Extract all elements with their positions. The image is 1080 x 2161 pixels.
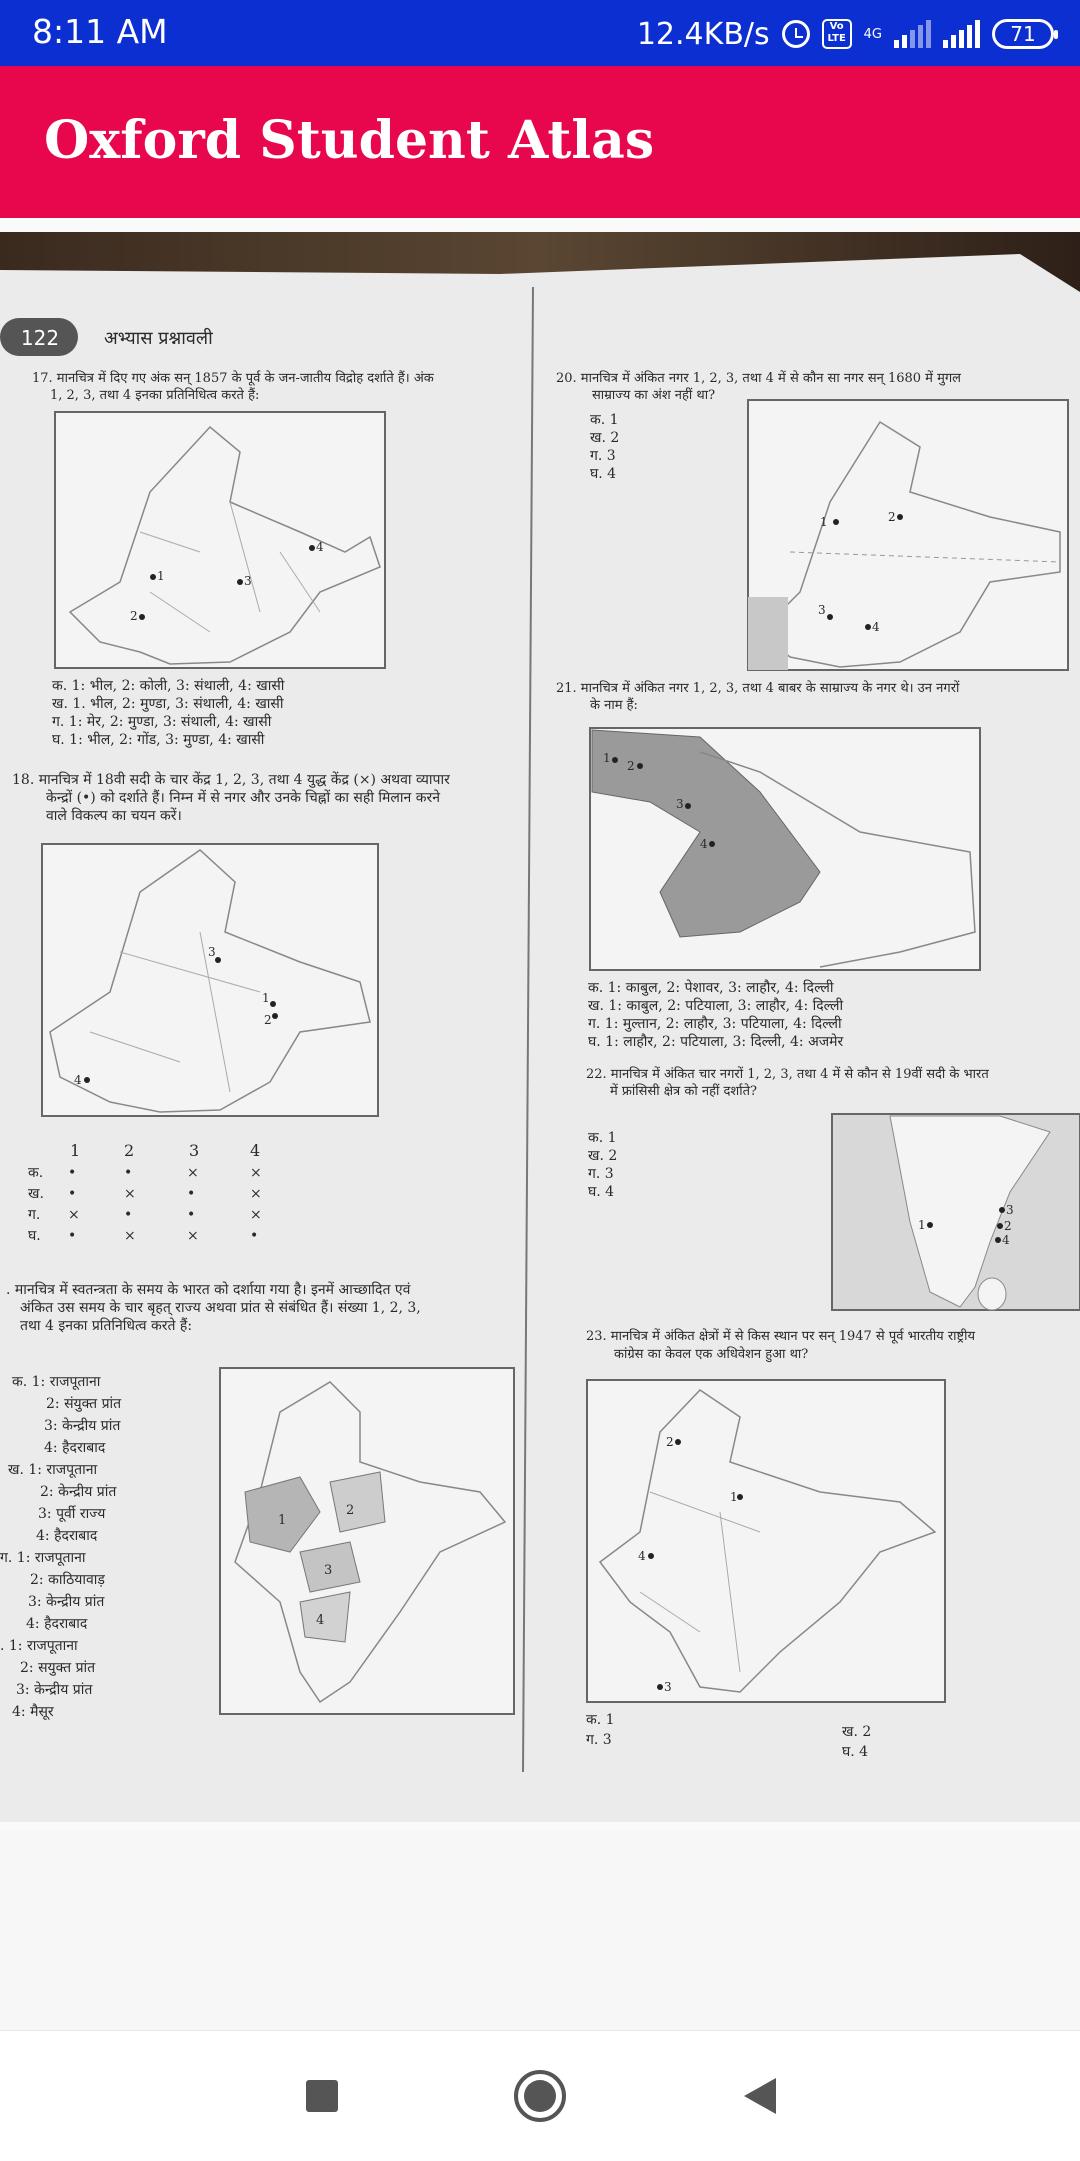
svg-text:2: 2: [346, 1503, 355, 1518]
q18-mark: ×: [68, 1207, 80, 1223]
q23-option: क. 1: [586, 1712, 615, 1728]
svg-text:3: 3: [1006, 1203, 1014, 1217]
q20-option: घ. 4: [590, 466, 617, 482]
q20-map: [748, 400, 1068, 670]
navigation-bar: [0, 2030, 1080, 2161]
q18-mark: •: [68, 1228, 77, 1244]
svg-text:4: 4: [1002, 1233, 1010, 1247]
page-heading: अभ्यास प्रश्नावली: [104, 328, 213, 349]
q17-option-1: क. 1: भील, 2: कोली, 3: संथाली, 4: खासी: [52, 678, 285, 694]
svg-text:1: 1: [262, 991, 270, 1005]
q18-mark: ×: [250, 1165, 262, 1181]
q19-option: क. 1: राजपूताना: [12, 1374, 101, 1390]
svg-text:3: 3: [208, 945, 216, 959]
q21-text-2: के नाम हैं:: [590, 698, 638, 713]
svg-text:1: 1: [157, 569, 165, 583]
q20-text-2: साम्राज्य का अंश नहीं था?: [592, 388, 716, 403]
q19-text-2: अंकित उस समय के चार बृहत् राज्य अथवा प्रांत से संबंधित हैं। संख्या 1, 2, 3,: [20, 1300, 421, 1316]
q18-row-label: ग.: [28, 1207, 41, 1223]
svg-text:4: 4: [316, 540, 324, 554]
q19-option: 3: पूर्वी राज्य: [38, 1506, 106, 1522]
q21-text-1: 21. मानचित्र में अंकित नगर 1, 2, 3, तथा 4 बाबर के साम्राज्य के नगर थे। उन नगरों: [556, 681, 960, 696]
alarm-icon: [782, 20, 810, 48]
recents-button[interactable]: [292, 2066, 352, 2126]
page-image-viewer[interactable]: [0, 220, 1080, 1830]
q20-option: ख. 2: [590, 430, 620, 446]
q23-option: ग. 3: [586, 1732, 612, 1748]
q23-option: ख. 2: [842, 1724, 872, 1740]
q18-col-4: 4: [250, 1141, 261, 1160]
q19-option: 2: काठियावाड़: [30, 1572, 105, 1588]
q18-mark: ×: [187, 1228, 199, 1244]
q18-row-label: क.: [28, 1165, 44, 1181]
q18-text-3: वाले विकल्प का चयन करें।: [46, 808, 182, 824]
q22-text-1: 22. मानचित्र में अंकित चार नगरों 1, 2, 3, तथा 4 में से कौन से 19वीं सदी के भारत: [586, 1067, 989, 1082]
q23-text-2: कांग्रेस का केवल एक अधिवेशन हुआ था?: [614, 1347, 809, 1362]
q18-mark: ×: [187, 1165, 199, 1181]
q18-mark: ×: [124, 1186, 136, 1202]
q18-mark: •: [250, 1228, 259, 1244]
q19-map: [220, 1368, 514, 1714]
q18-mark: •: [68, 1165, 77, 1181]
q17-option-2: ख. 1. भील, 2: मुण्डा, 3: संथाली, 4: खासी: [52, 696, 284, 712]
q17-text-1: 17. मानचित्र में दिए गए अंक सन् 1857 के पूर्व के जन-जातीय विद्रोह दर्शाते हैं। अंक: [32, 371, 434, 386]
svg-text:1: 1: [278, 1513, 287, 1528]
svg-text:1: 1: [603, 751, 611, 765]
q21-option: ग. 1: मुल्तान, 2: लाहौर, 3: पटियाला, 4: दिल्ली: [588, 1016, 842, 1032]
q21-map: [590, 728, 980, 970]
signal-icon: [894, 20, 931, 48]
q18-row-label: घ.: [28, 1228, 41, 1244]
app-bar: [0, 66, 1080, 218]
q18-mark: ×: [250, 1207, 262, 1223]
svg-text:3: 3: [664, 1680, 672, 1694]
svg-text:2: 2: [130, 609, 138, 623]
q18-mark: ×: [250, 1186, 262, 1202]
q19-option: 4: हैदराबाद: [36, 1528, 98, 1544]
q19-option: 3: केन्द्रीय प्रांत: [44, 1418, 121, 1434]
q18-mark: •: [124, 1207, 133, 1223]
svg-text:2: 2: [627, 759, 635, 773]
atlas-page-photo[interactable]: [0, 232, 1080, 1822]
q19-option: 4: मैसूर: [12, 1704, 54, 1720]
q22-option: ग. 3: [588, 1166, 614, 1182]
q18-mark: •: [68, 1186, 77, 1202]
q18-col-2: 2: [124, 1141, 135, 1160]
svg-text:1: 1: [730, 1490, 738, 1504]
svg-text:4: 4: [316, 1613, 325, 1628]
svg-text:1: 1: [820, 515, 828, 529]
home-button[interactable]: [510, 2066, 570, 2126]
status-icons: [637, 12, 1054, 56]
q17-option-4: घ. 1: भील, 2: गोंड, 3: मुण्डा, 4: खासी: [52, 732, 265, 748]
q22-option: क. 1: [588, 1130, 617, 1146]
q19-option: 2: संयुक्त प्रांत: [46, 1396, 122, 1412]
svg-text:4: 4: [872, 620, 880, 634]
svg-text:1: 1: [918, 1218, 926, 1232]
q22-map: [832, 1114, 1080, 1310]
network-type: [864, 28, 882, 41]
svg-text:3: 3: [324, 1563, 333, 1578]
q17-map: [55, 412, 385, 668]
back-triangle-icon: [732, 2066, 792, 2126]
page-number: 122: [20, 326, 60, 350]
circle-icon: [510, 2066, 570, 2126]
q23-map: [587, 1380, 945, 1702]
q19-option: 3: केन्द्रीय प्रांत: [28, 1594, 105, 1610]
q17-option-3: ग. 1: मेर, 2: मुण्डा, 3: संथाली, 4: खासी: [52, 714, 272, 730]
q21-option: घ. 1: लाहौर, 2: पटियाला, 3: दिल्ली, 4: अजमेर: [588, 1034, 844, 1050]
empty-area: [0, 1830, 1080, 2030]
q20-option: क. 1: [590, 412, 619, 428]
app-title: Oxford Student Atlas: [44, 110, 655, 171]
q18-text-1: 18. मानचित्र में 18वी सदी के चार केंद्र 1, 2, 3, तथा 4 युद्ध केंद्र (×) अथवा व्यापार: [12, 772, 450, 788]
svg-text:4: 4: [74, 1073, 82, 1087]
q19-option: 2: सयुक्त प्रांत: [20, 1660, 96, 1676]
q22-option: घ. 4: [588, 1184, 615, 1200]
svg-text:2: 2: [1004, 1219, 1012, 1233]
q19-text-1: . मानचित्र में स्वतन्त्रता के समय के भारत को दर्शाया गया है। इनमें आच्छादित एवं: [6, 1282, 411, 1298]
volte-icon: Vo LTE: [822, 19, 852, 49]
q23-text-1: 23. मानचित्र में अंकित क्षेत्रों में से किस स्थान पर सन् 1947 से पूर्व भारतीय राष्ट्रीय: [586, 1329, 976, 1344]
q19-option: 3: केन्द्रीय प्रांत: [16, 1682, 93, 1698]
q19-option: . 1: राजपूताना: [0, 1638, 78, 1654]
q23-option: घ. 4: [842, 1744, 869, 1760]
square-icon: [292, 2066, 352, 2126]
q18-text-2: केन्द्रों (•) को दर्शाते हैं। निम्न में से नगर और उनके चिह्नों का सही मिलान करने: [46, 790, 440, 806]
svg-text:2: 2: [888, 510, 896, 524]
q19-option: ग. 1: राजपूताना: [0, 1550, 86, 1566]
q18-mark: •: [187, 1186, 196, 1202]
q19-option: 4: हैदराबाद: [44, 1440, 106, 1456]
svg-text:2: 2: [666, 1435, 674, 1449]
status-bar: [0, 0, 1080, 66]
q21-option: क. 1: काबुल, 2: पेशावर, 3: लाहौर, 4: दिल्ली: [588, 980, 834, 996]
q22-text-2: में फ्रांसिसी क्षेत्र को नहीं दर्शाते?: [610, 1084, 757, 1099]
q18-mark: •: [124, 1165, 133, 1181]
q17-text-2: 1, 2, 3, तथा 4 इनका प्रतिनिधित्व करते हैं:: [50, 388, 260, 403]
q21-option: ख. 1: काबुल, 2: पटियाला, 3: लाहौर, 4: दिल्ली: [588, 998, 844, 1014]
svg-text:4: 4: [700, 837, 708, 851]
status-time: 8:11 AM: [32, 12, 168, 51]
net-speed: 12.4KB/s: [636, 16, 770, 52]
q18-mark: ×: [124, 1228, 136, 1244]
network-type-label: 4G: [863, 26, 882, 42]
q19-option: 2: केन्द्रीय प्रांत: [40, 1484, 117, 1500]
svg-text:3: 3: [676, 797, 684, 811]
q19-option: ख. 1: राजपूताना: [8, 1462, 98, 1478]
q19-text-3: तथा 4 इनका प्रतिनिधित्व करते हैं:: [20, 1318, 193, 1334]
signal-icon-2: [943, 20, 980, 48]
svg-text:4: 4: [638, 1549, 646, 1563]
q18-mark: •: [187, 1207, 196, 1223]
q20-option: ग. 3: [590, 448, 616, 464]
q18-col-3: 3: [189, 1141, 200, 1160]
svg-text:3: 3: [818, 603, 826, 617]
svg-text:3: 3: [244, 574, 252, 588]
q20-text-1: 20. मानचित्र में अंकित नगर 1, 2, 3, तथा 4 में से कौन सा नगर सन् 1680 में मुगल: [556, 371, 961, 386]
svg-text:2: 2: [264, 1013, 272, 1027]
back-button[interactable]: [732, 2066, 792, 2126]
battery-icon: 71: [992, 19, 1054, 49]
q18-map: [42, 844, 378, 1116]
q19-option: 4: हैदराबाद: [26, 1616, 88, 1632]
q22-option: ख. 2: [588, 1148, 618, 1164]
q18-col-1: 1: [70, 1141, 81, 1160]
q18-row-label: ख.: [28, 1186, 44, 1202]
